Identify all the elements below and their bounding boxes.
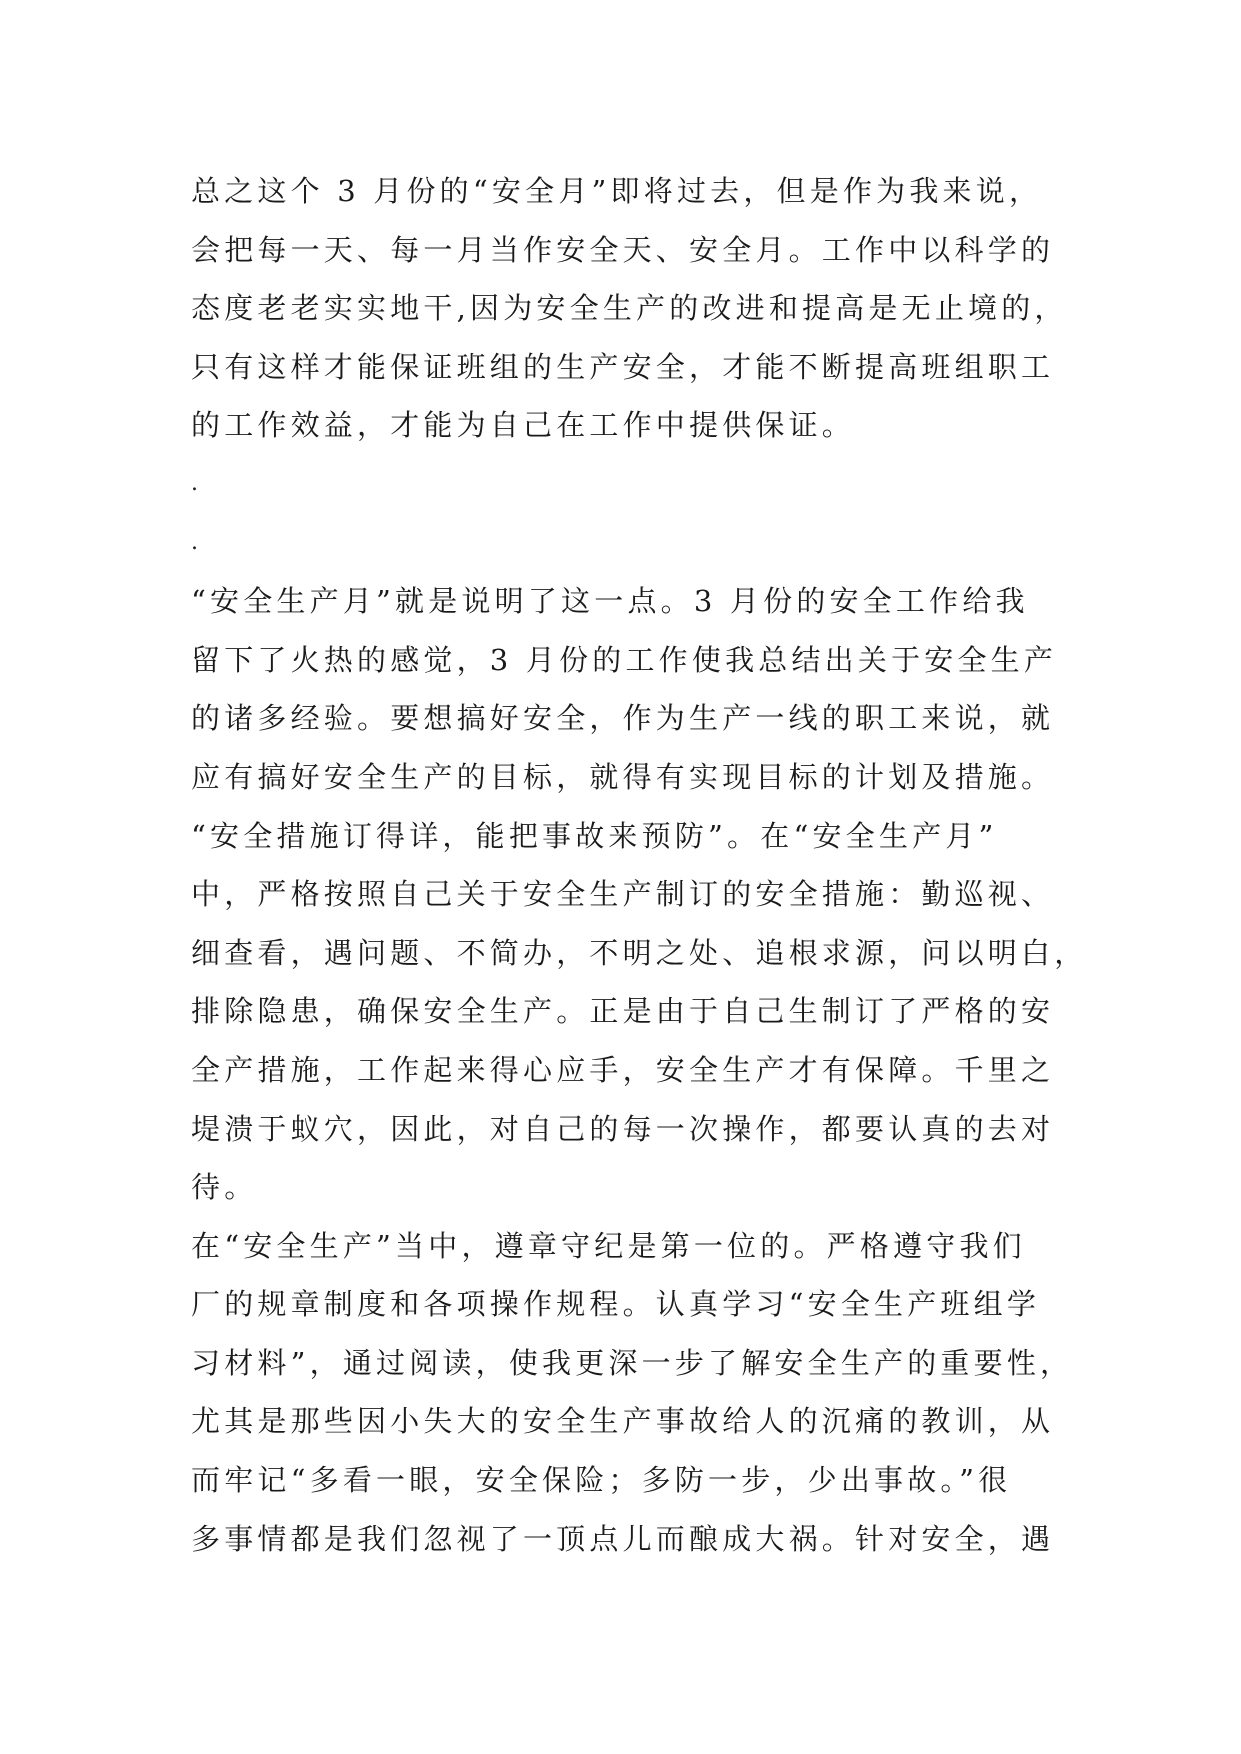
text-line: 细查看，遇问题、不简办，不明之处、追根求源，问以明白， [191,935,1088,970]
text-line: 总之这个 3 月份的“安全月”即将过去，但是作为我来说， [191,174,1043,208]
text-line: 厂的规章制度和各项操作规程。认真学习“安全生产班组学 [191,1287,1041,1322]
text-line: 而牢记“多看一眼，安全保险；多防一步，少出事故。”很 [191,1463,1012,1498]
text-line: 在“安全生产”当中，遵章守纪是第一位的。严格遵守我们 [191,1228,1026,1263]
text-line: 会把每一天、每一月当作安全天、安全月。工作中以科学的 [191,232,1055,267]
text-line: 应有搞好安全生产的目标，就得有实现目标的计划及措施。 [191,759,1055,794]
document-body [191,162,1088,1568]
text-line: 习材料”，通过阅读，使我更深一步了解安全生产的重要性， [191,1345,1074,1380]
paragraph-2 [191,572,1088,1217]
text-line: 全产措施，工作起来得心应手，安全生产才有保障。千里之 [191,1052,1055,1087]
text-line: 多事情都是我们忽视了一顶点儿而酿成大祸。针对安全，遇 [191,1521,1055,1556]
text-line: 留下了火热的感觉，3 月份的工作使我总结出关于安全生产 [191,642,1058,677]
text-line: “安全生产月”就是说明了这一点。3 月份的安全工作给我 [191,584,1029,619]
text-line: 排除隐患，确保安全生产。正是由于自己生制订了严格的安 [191,994,1055,1029]
separator-dot: . [191,529,198,555]
separator-dot: . [191,470,198,496]
text-line: 中，严格按照自己关于安全生产制订的安全措施：勤巡视、 [191,877,1055,912]
text-line: “安全措施订得详，能把事故来预防”。在“安全生产月” [191,818,998,853]
text-line: 尤其是那些因小失大的安全生产事故给人的沉痛的教训，从 [191,1404,1055,1439]
text-line: 的工作效益，才能为自己在工作中提供保证。 [191,408,856,443]
text-line: 的诸多经验。要想搞好安全，作为生产一线的职工来说，就 [191,701,1055,736]
paragraph-1 [191,162,1071,455]
text-line: 待。 [191,1170,258,1205]
paragraph-3 [191,1217,1074,1569]
text-line: 态度老老实实地干,因为安全生产的改进和提高是无止境的， [191,291,1068,326]
text-line: 只有这样才能保证班组的生产安全，才能不断提高班组职工 [191,349,1055,384]
text-line: 堤溃于蚁穴，因此，对自己的每一次操作，都要认真的去对 [191,1111,1055,1146]
